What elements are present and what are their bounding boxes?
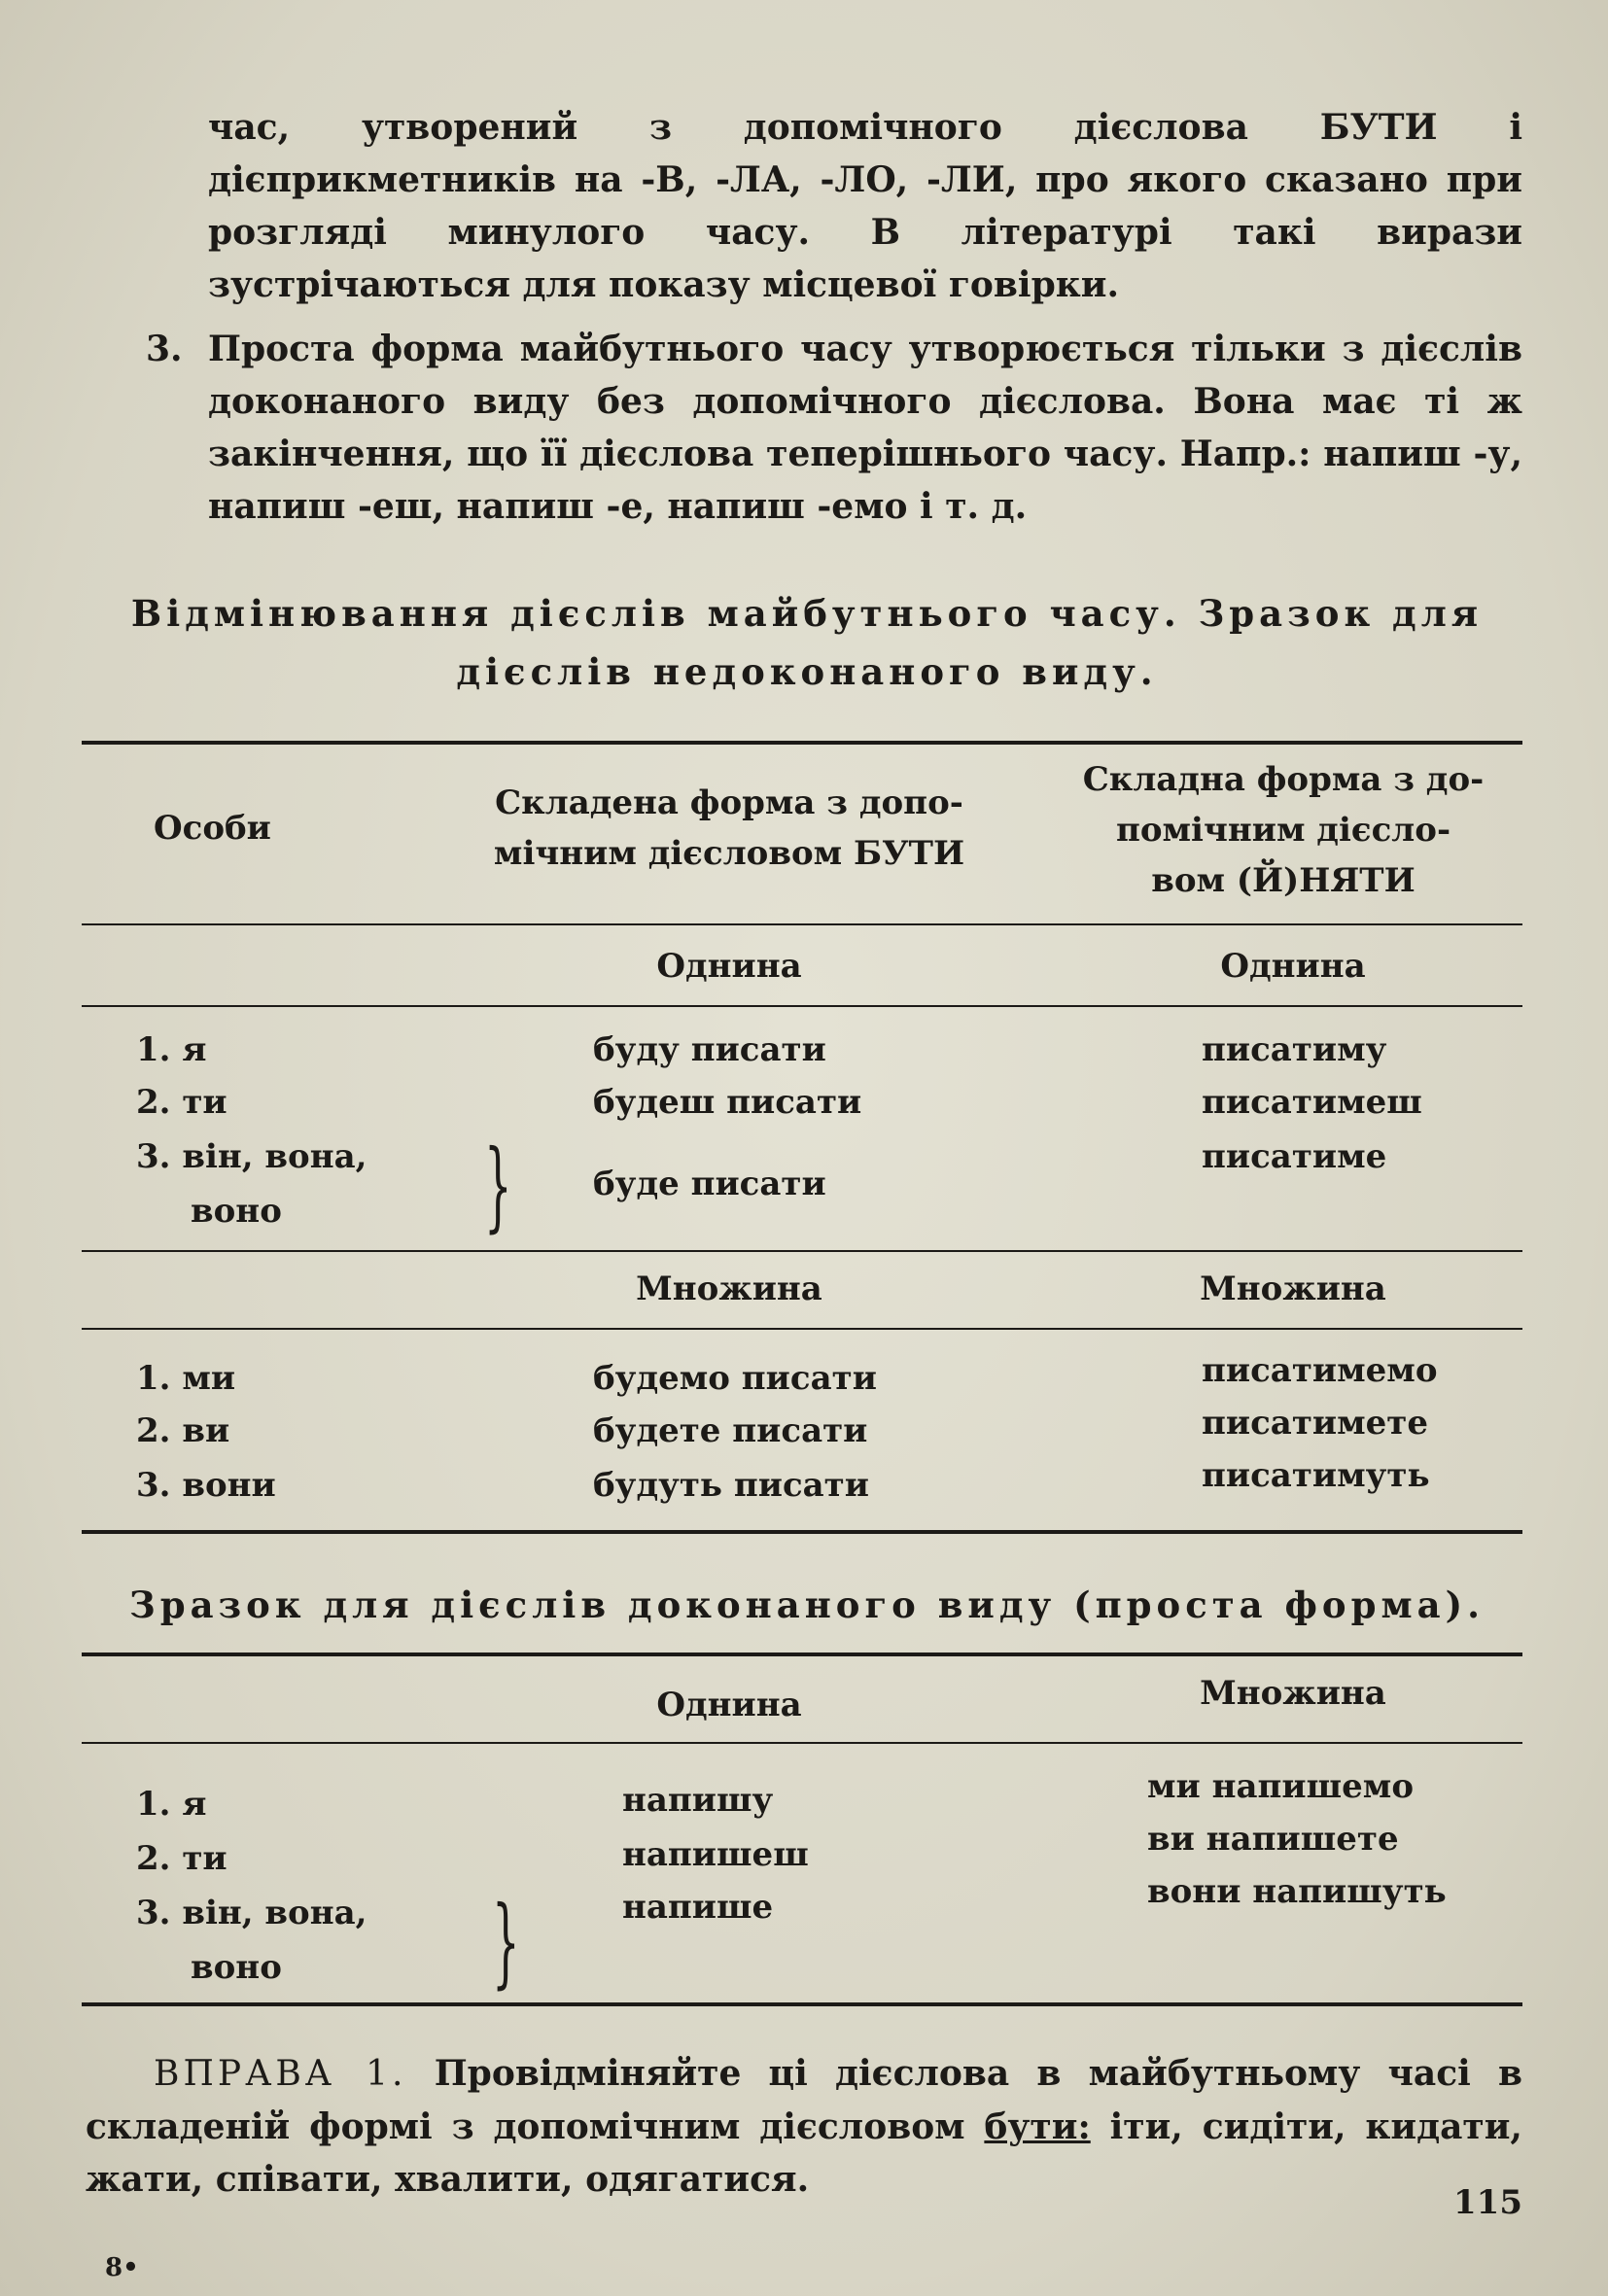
compound-2-singular: будеш писати — [593, 1083, 862, 1122]
plural-label-complex: Множина — [1200, 1270, 1386, 1308]
person-2-singular: 2. ти — [136, 1083, 227, 1122]
person-1-plural: 1. ми — [136, 1359, 236, 1398]
table2-singular-3: напише — [622, 1888, 774, 1927]
table2-singular-2: напишеш — [622, 1835, 809, 1874]
exercise-underlined-word: бути: — [984, 2106, 1091, 2147]
signature-mark: 8• — [105, 2253, 139, 2282]
table2-person-2: 2. ти — [136, 1839, 227, 1878]
header-compound-line2: мічним дієсловом БУТИ — [493, 834, 965, 873]
table2-plural-2: ви напишете — [1147, 1820, 1399, 1859]
compound-2-plural: будете писати — [593, 1411, 868, 1450]
table2-person-3-cont: воно — [191, 1948, 282, 1987]
section-heading-imperfective-line2: дієслів недоконаного виду. — [456, 650, 1158, 693]
table2-top-rule — [82, 1652, 1522, 1656]
table2-plural-1: ми напишемо — [1147, 1767, 1414, 1806]
item-3-text: Проста форма майбутнього часу утворюється тільки з дієслів доконаного виду без допомічного дієслова. Вона має ті ж закінчення, що її дієслова теперішнього часу. Напр.: напиш -у, напиш -еш, напиш -е, напиш -емо і т. д. — [208, 329, 1522, 527]
brace-singular: } — [484, 1129, 512, 1242]
table2-header-rule — [82, 1742, 1522, 1744]
complex-2-plural: писатимете — [1202, 1404, 1428, 1443]
section-heading-imperfective-line1: Відмінювання дієслів майбутнього часу. Зразок для — [130, 592, 1484, 635]
continuation-paragraph: час, утворений з допомічного дієслова БУТИ і дієприкметників на -В, -ЛА, -ЛО, -ЛИ, про якого сказано при розгляді минулого часу. В літературі такі вирази зустрічаються для показу місцевої говірки. — [208, 107, 1522, 305]
person-2-plural: 2. ви — [136, 1411, 230, 1450]
singular-label-compound: Однина — [656, 947, 802, 986]
exercise-label: ВПРАВА 1. — [154, 2054, 407, 2094]
complex-1-plural: писатимемо — [1202, 1351, 1438, 1390]
compound-3-plural: будуть писати — [593, 1466, 869, 1505]
header-compound-line1: Складена форма з допо- — [495, 783, 963, 822]
table2-bottom-rule — [82, 2002, 1522, 2006]
compound-1-plural: будемо писати — [593, 1359, 877, 1398]
table2-singular-1: напишу — [622, 1781, 774, 1820]
complex-1-singular: писатиму — [1202, 1030, 1387, 1069]
compound-1-singular: буду писати — [593, 1030, 826, 1069]
exercise-paragraph — [86, 2047, 1522, 2206]
table2-person-1: 1. я — [136, 1785, 207, 1824]
complex-3-plural: писатимуть — [1202, 1456, 1430, 1495]
complex-3-singular: писатиме — [1202, 1137, 1387, 1176]
person-3-plural: 3. вони — [136, 1466, 276, 1505]
plural-label-compound: Множина — [636, 1270, 822, 1308]
table1-header-rule — [82, 923, 1522, 925]
singular-label-complex: Однина — [1220, 947, 1366, 986]
page-number: 115 — [1453, 2183, 1522, 2222]
brace-perfective: } — [492, 1885, 520, 1999]
header-complex-line3: вом (Й)НЯТИ — [1151, 861, 1416, 900]
table2-singular-label: Однина — [656, 1686, 802, 1724]
table1-plural-top-rule — [82, 1250, 1522, 1252]
complex-2-singular: писатимеш — [1202, 1083, 1422, 1122]
person-3-singular-cont: воно — [191, 1192, 282, 1231]
table1-plural-rule — [82, 1328, 1522, 1330]
person-3-singular: 3. він, вона, — [136, 1137, 367, 1176]
table1-singular-rule — [82, 1005, 1522, 1007]
exercise-text-after: іти, сидіти, кидати, жати, співати, хвалити, одягатися. — [86, 2106, 1522, 2200]
table2-plural-3: вони напишуть — [1147, 1872, 1447, 1911]
header-complex-line1: Складна форма з до- — [1082, 760, 1485, 799]
table1-top-rule — [82, 741, 1522, 745]
item-3-number: 3. — [146, 329, 183, 369]
header-persons: Особи — [154, 809, 271, 848]
table2-person-3: 3. він, вона, — [136, 1894, 367, 1932]
table1-bottom-rule — [82, 1530, 1522, 1534]
table2-plural-label: Множина — [1200, 1674, 1386, 1713]
section-heading-perfective: Зразок для дієслів доконаного виду (проста форма). — [129, 1583, 1485, 1626]
exercise-text-before: Провідміняйте ці дієслова в майбутньому часі в складеній формі з допомічним дієсловом — [86, 2053, 1522, 2147]
compound-3-singular: буде писати — [593, 1165, 826, 1203]
person-1-singular: 1. я — [136, 1030, 207, 1069]
header-complex-line2: помічним дієсло- — [1115, 811, 1451, 850]
